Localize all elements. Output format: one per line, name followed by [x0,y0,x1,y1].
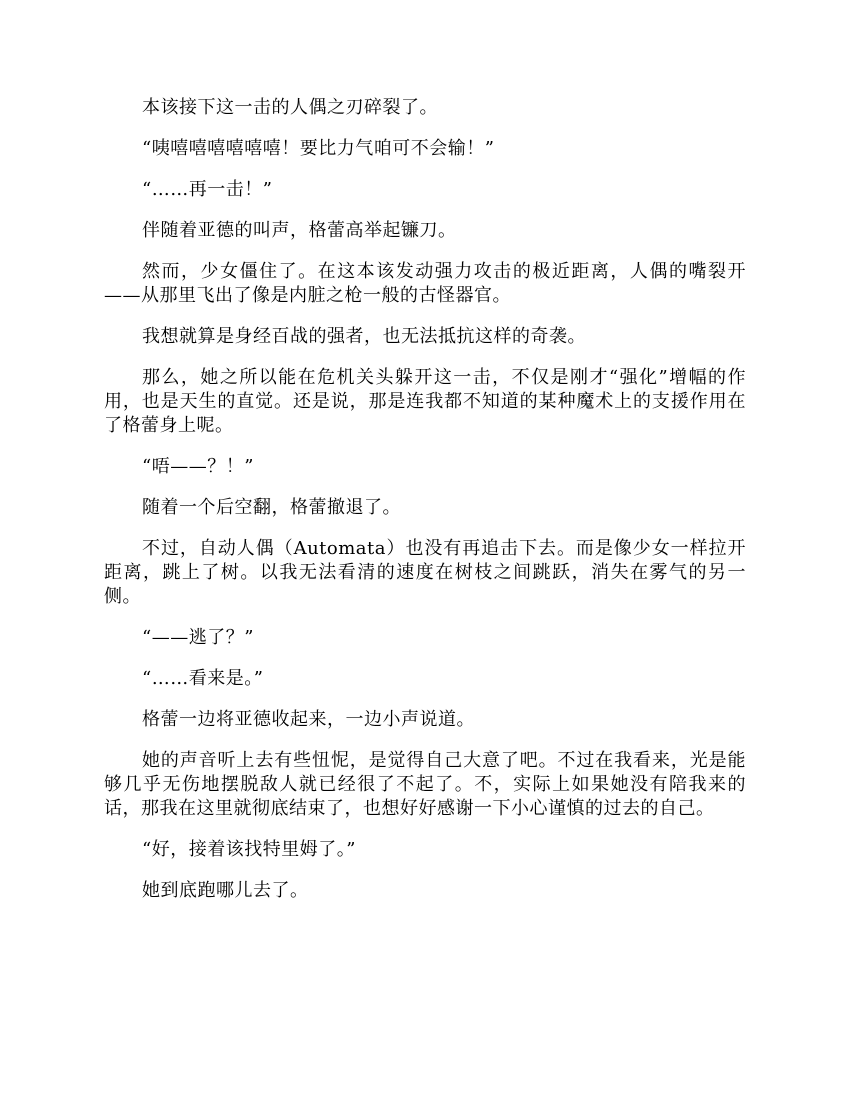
paragraph: “好，接着该找特里姆了。” [142,839,356,860]
paragraph: 不过，自动人偶（Automata）也没有再追击下去。而是像少女一样拉开距离，跳上了树。以我无法看清的速度在树枝之间跳跃，消失在雾气的另一侧。 [104,538,746,607]
paragraph: “……再一击！” [142,179,273,200]
paragraph: 随着一个后空翻，格蕾撤退了。 [142,497,401,518]
paragraph: “咦嘻嘻嘻嘻嘻嘻！要比力气咱可不会输！” [142,138,495,159]
paragraph: 伴随着亚德的叫声，格蕾高举起镰刀。 [142,220,457,241]
document-page [104,96,746,920]
paragraph: 然而，少女僵住了。在这本该发动强力攻击的极近距离，人偶的嘴裂开——从那里飞出了像是内脏之枪一般的古怪器官。 [104,261,746,306]
paragraph: “……看来是。” [142,668,264,689]
paragraph: 本该接下这一击的人偶之刃碎裂了。 [142,97,438,118]
paragraph: 格蕾一边将亚德收起来，一边小声说道。 [142,709,475,730]
paragraph: 她的声音听上去有些忸怩，是觉得自己大意了吧。不过在我看来，光是能够几乎无伤地摆脱敌人就已经很了不起了。不，实际上如果她没有陪我来的话，那我在这里就彻底结束了，也想好好感谢一下小心谨慎的过去的自己。 [104,750,746,819]
paragraph: 那么，她之所以能在危机关头躲开这一击，不仅是刚才“强化”增幅的作用，也是天生的直觉。还是说，那是连我都不知道的某种魔术上的支援作用在了格蕾身上呢。 [104,367,746,436]
paragraph: 我想就算是身经百战的强者，也无法抵抗这样的奇袭。 [142,326,586,347]
paragraph: “——逃了？” [142,627,254,648]
paragraph: 她到底跑哪儿去了。 [142,880,309,901]
paragraph: “唔——？！” [142,456,254,477]
